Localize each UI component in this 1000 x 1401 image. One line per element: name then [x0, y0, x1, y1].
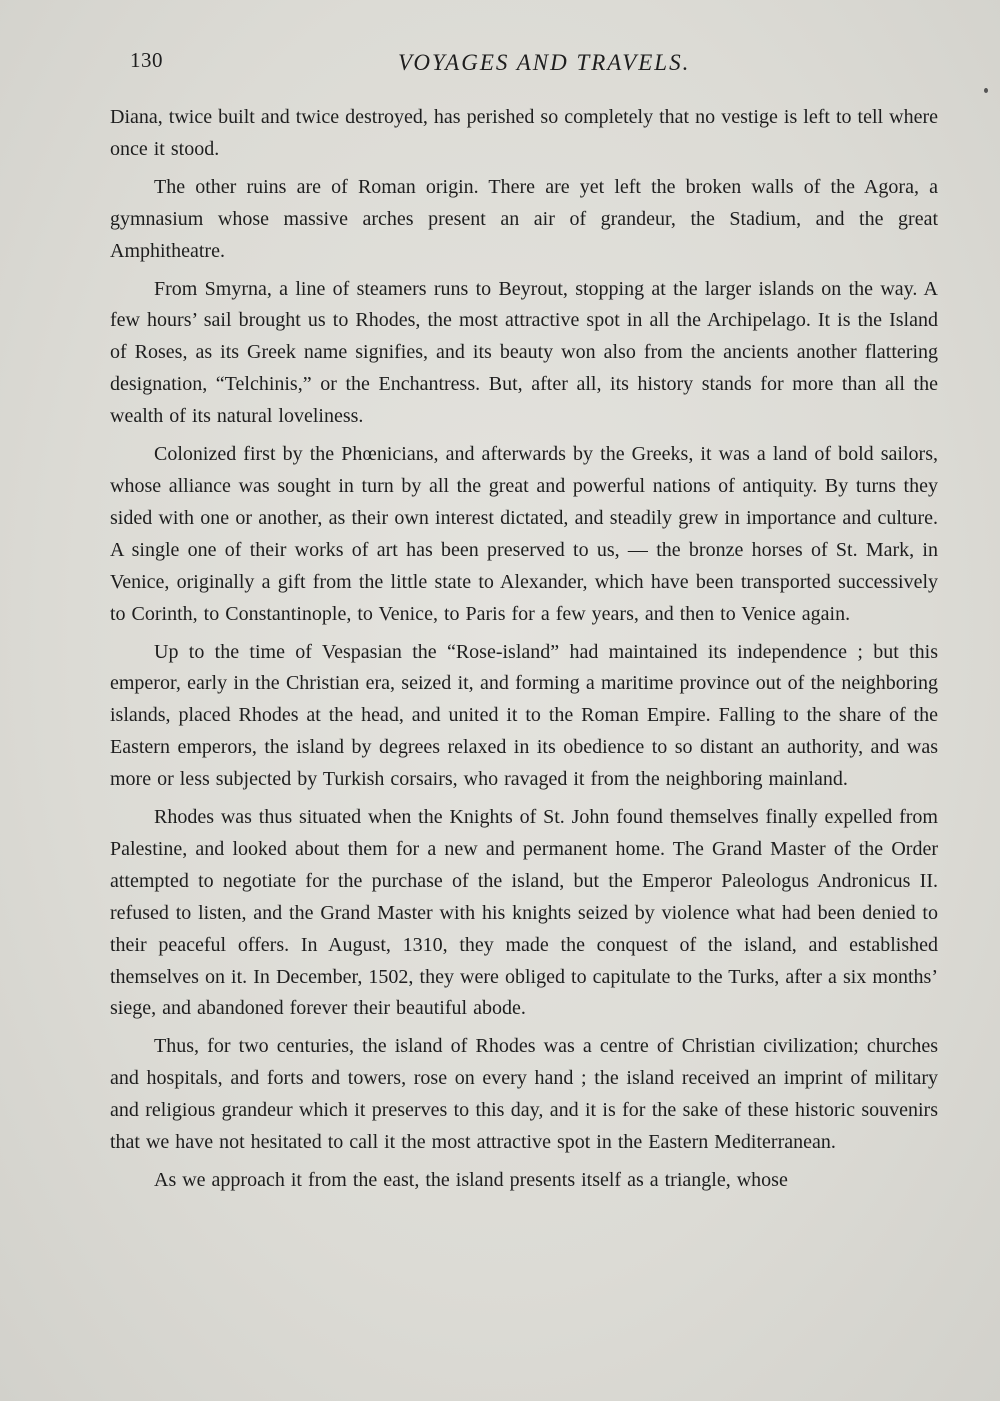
- paragraph-colonized: Colonized first by the Phœnicians, and afterwards by the Greeks, it was a land of bold sailors, whose alliance was sought in turn by all the great and powerful nations of antiquity. By turns they sided with one or another, as their own interest dictated, and steadily grew in importance and culture. A single one of their works of art has been preserved to us, — the bronze horses of St. Mark, in Venice, originally a gift from the little state to Alexander, which have been transported successively to Corinth, to Constantinople, to Venice, to Paris for a few years, and then to Venice again.: [110, 443, 938, 625]
- paragraph-continuation: Diana, twice built and twice destroyed, has perished so completely that no vestige is left to tell where once it stood.: [110, 106, 938, 160]
- paragraph-two-centuries: Thus, for two centuries, the island of Rhodes was a centre of Christian civilization; churches and hospitals, and forts and towers, rose on every hand ; the island received an imprint of military and religious grandeur which it preserves to this day, and it is for the sake of these historic souvenirs that we have not hesitated to call it the most attractive spot in the Eastern Mediterranean.: [110, 1035, 938, 1154]
- body-text: [110, 102, 938, 1203]
- page-number: 130: [130, 48, 163, 72]
- paragraph-smyrna-rhodes: From Smyrna, a line of steamers runs to Beyrout, stopping at the larger islands on the way. A few hours’ sail brought us to Rhodes, the most attractive spot in all the Archipelago. It is the Island of Roses, as its Greek name signifies, and its beauty won also from the ancients another flattering designation, “Telchinis,” or the Enchantress. But, after all, its history stands for more than all the wealth of its natural loveliness.: [110, 277, 938, 428]
- paragraph-knights: Rhodes was thus situated when the Knights of St. John found themselves finally expelled from Palestine, and looked about them for a new and permanent home. The Grand Master of the Order attempted to negotiate for the purchase of the island, but the Emperor Paleologus Andronicus II. refused to listen, and the Grand Master with his knights seized by violence what had been denied to their peaceful offers. In August, 1310, they made the conquest of the island, and established themselves on it. In December, 1502, they were obliged to capitulate to the Turks, after a six months’ siege, and abandoned forever their beautiful abode.: [110, 806, 938, 1020]
- paragraph-approach: As we approach it from the east, the island presents itself as a triangle, whose: [154, 1169, 788, 1191]
- print-speck: [984, 88, 988, 93]
- page-header: [130, 48, 930, 82]
- paragraph-roman-ruins: The other ruins are of Roman origin. There are yet left the broken walls of the Agora, a gymnasium whose massive arches present an air of grandeur, the Stadium, and the great Amphitheatre.: [110, 175, 938, 262]
- paragraph-vespasian: Up to the time of Vespasian the “Rose-island” had maintained its independence ; but this emperor, early in the Christian era, seized it, and forming a maritime province out of the neighboring islands, placed Rhodes at the head, and united it to the Roman Empire. Falling to the share of the Eastern emperors, the island by degrees relaxed in its obedience to so distant an authority, and was more or less subjected by Turkish corsairs, who ravaged it from the neighboring mainland.: [110, 640, 938, 791]
- running-title: VOYAGES AND TRAVELS.: [398, 50, 691, 75]
